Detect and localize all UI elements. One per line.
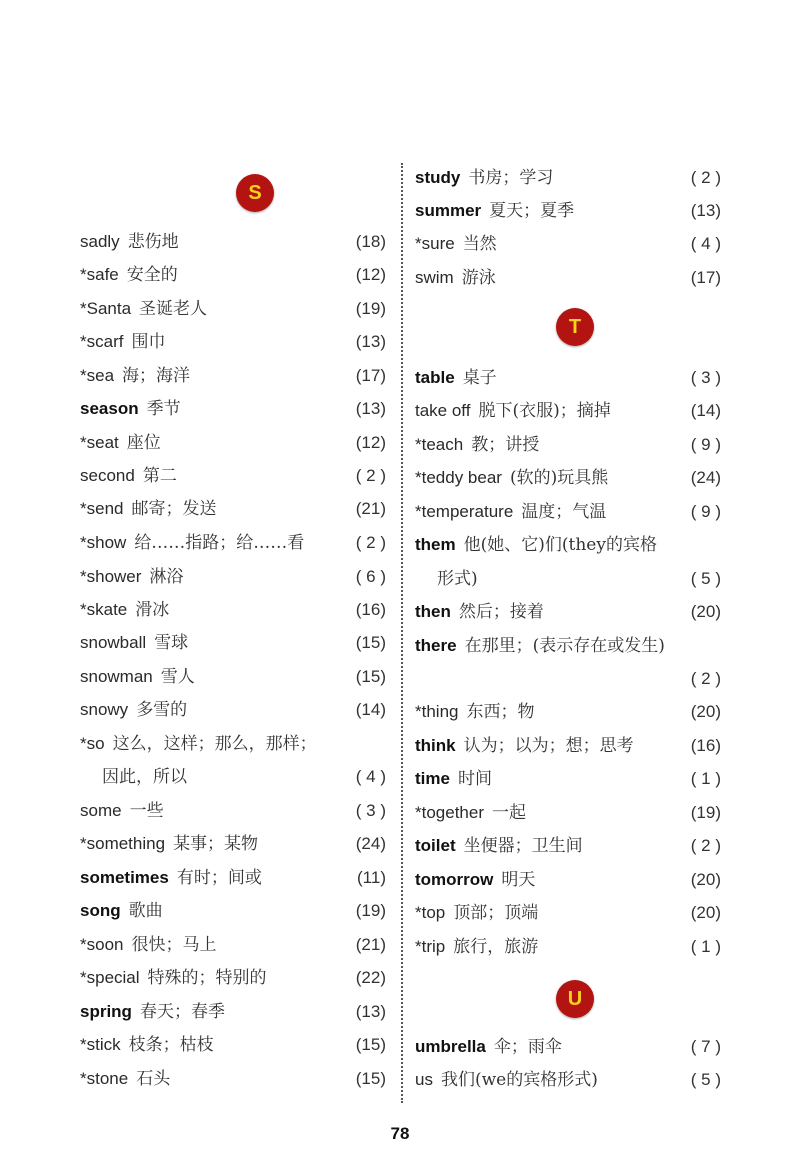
entry-unit: (21) bbox=[355, 499, 386, 518]
entry-word: song bbox=[80, 901, 121, 920]
entry-unit: ( 4 ) bbox=[355, 767, 386, 786]
entry-meaning: 一起 bbox=[492, 803, 526, 823]
left-entry bbox=[80, 394, 386, 424]
entry-word: swim bbox=[415, 268, 454, 287]
entry-word: *shower bbox=[80, 567, 142, 586]
entry-meaning: 滑冰 bbox=[135, 600, 170, 620]
entry-meaning: 温度；气温 bbox=[521, 502, 607, 522]
entry-word: *something bbox=[80, 834, 166, 853]
entry-unit: (24) bbox=[690, 468, 721, 487]
entry-word: season bbox=[80, 399, 139, 418]
entry-meaning: 第二 bbox=[142, 466, 177, 486]
right-entry bbox=[415, 363, 721, 393]
entry-unit: (13) bbox=[355, 399, 386, 418]
entry-meaning: 特殊的；特别的 bbox=[147, 968, 267, 988]
entry-meaning: 教；讲授 bbox=[471, 435, 540, 455]
entry-word: then bbox=[415, 602, 451, 621]
entry-meaning: 春天；春季 bbox=[139, 1002, 225, 1022]
entry-meaning: 歌曲 bbox=[128, 901, 163, 921]
entry-meaning: 邮寄；发送 bbox=[131, 499, 217, 519]
entry-meaning: 枝条；枯枝 bbox=[128, 1035, 214, 1055]
entry-word: *stick bbox=[80, 1035, 121, 1054]
left-entry bbox=[80, 695, 386, 725]
entry-unit: (15) bbox=[355, 667, 386, 686]
entry-meaning: 圣诞老人 bbox=[139, 299, 208, 319]
entry-unit: (12) bbox=[355, 433, 386, 452]
entry-word: summer bbox=[415, 201, 482, 220]
entry-unit: ( 2 ) bbox=[690, 168, 721, 187]
entry-word: snowball bbox=[80, 633, 147, 652]
entry-word: us bbox=[415, 1070, 433, 1089]
left-entry bbox=[80, 1030, 386, 1060]
entry-meaning: 围巾 bbox=[131, 332, 166, 352]
left-entry bbox=[80, 1064, 386, 1094]
left-entry bbox=[80, 562, 386, 592]
entry-meaning: 脱下(衣服)；摘掉 bbox=[478, 401, 611, 421]
right-entry bbox=[415, 932, 721, 962]
entry-word: tomorrow bbox=[415, 870, 494, 889]
right-entry bbox=[415, 430, 721, 460]
entry-word: *temperature bbox=[415, 502, 514, 521]
right-entry bbox=[415, 764, 721, 794]
entry-word: study bbox=[415, 168, 461, 187]
entry-unit: ( 4 ) bbox=[690, 234, 721, 253]
right-entry bbox=[415, 463, 721, 493]
right-entry bbox=[415, 631, 721, 661]
entry-unit: ( 1 ) bbox=[690, 769, 721, 788]
entry-word: *scarf bbox=[80, 332, 124, 351]
entry-meaning: 桌子 bbox=[462, 368, 497, 388]
entry-unit: ( 1 ) bbox=[690, 937, 721, 956]
entry-word: *send bbox=[80, 499, 124, 518]
entry-word: *teddy bear bbox=[415, 468, 502, 487]
entry-meaning: 当然 bbox=[462, 234, 497, 254]
entry-meaning: 海；海洋 bbox=[122, 366, 191, 386]
right-entry bbox=[415, 530, 721, 560]
right-entry bbox=[415, 564, 721, 594]
entry-unit: (19) bbox=[690, 803, 721, 822]
entry-word: some bbox=[80, 801, 122, 820]
entry-meaning: 时间 bbox=[457, 769, 492, 789]
entry-word: *soon bbox=[80, 935, 124, 954]
entry-unit: ( 9 ) bbox=[690, 502, 721, 521]
right-entry bbox=[415, 831, 721, 861]
entry-meaning: 然后；接着 bbox=[458, 602, 544, 622]
right-entry bbox=[415, 697, 721, 727]
entry-word: time bbox=[415, 769, 450, 788]
entry-meaning: 他(她、它)们(they的宾格 bbox=[463, 535, 657, 555]
entry-unit: (19) bbox=[355, 901, 386, 920]
entry-unit: (14) bbox=[355, 700, 386, 719]
entry-word: *seat bbox=[80, 433, 119, 452]
right-entry bbox=[415, 497, 721, 527]
entry-word: *special bbox=[80, 968, 140, 987]
left-entry bbox=[80, 628, 386, 658]
section-badge-s: S bbox=[236, 174, 274, 212]
entry-meaning: 很快；马上 bbox=[131, 935, 217, 955]
entry-word: *together bbox=[415, 803, 484, 822]
entry-word: *skate bbox=[80, 600, 128, 619]
entry-unit: (20) bbox=[690, 702, 721, 721]
right-entry bbox=[415, 1065, 721, 1095]
entry-word: *sea bbox=[80, 366, 115, 385]
entry-word: take off bbox=[415, 401, 471, 420]
left-entry bbox=[80, 662, 386, 692]
entry-word: snowman bbox=[80, 667, 153, 686]
entry-meaning: 悲伤地 bbox=[127, 232, 179, 252]
entry-meaning: 东西；物 bbox=[466, 702, 535, 722]
right-entry bbox=[415, 163, 721, 193]
entry-unit: (24) bbox=[355, 834, 386, 853]
entry-word: snowy bbox=[80, 700, 129, 719]
page-number: 78 bbox=[390, 1124, 410, 1143]
section-badge-u: U bbox=[556, 980, 594, 1018]
entry-word: second bbox=[80, 466, 135, 485]
entry-unit: (15) bbox=[355, 633, 386, 652]
entry-unit: (20) bbox=[690, 870, 721, 889]
left-entry bbox=[80, 997, 386, 1027]
right-entry bbox=[415, 898, 721, 928]
left-entry bbox=[80, 227, 386, 257]
entry-meaning: 因此，所以 bbox=[102, 767, 187, 787]
left-entry bbox=[80, 729, 386, 759]
entry-meaning: 座位 bbox=[126, 433, 161, 453]
entry-unit: (18) bbox=[355, 232, 386, 251]
left-entry bbox=[80, 863, 386, 893]
entry-unit: ( 5 ) bbox=[690, 1070, 721, 1089]
entry-word: think bbox=[415, 736, 456, 755]
entry-word: *so bbox=[80, 734, 105, 753]
entry-word: sometimes bbox=[80, 868, 169, 887]
entry-meaning: 给……指路；给……看 bbox=[134, 533, 305, 553]
entry-unit: (19) bbox=[355, 299, 386, 318]
right-entry bbox=[415, 263, 721, 293]
left-entry bbox=[80, 595, 386, 625]
column-divider bbox=[401, 163, 403, 1103]
entry-word: there bbox=[415, 636, 457, 655]
entry-meaning: 顶部；顶端 bbox=[453, 903, 539, 923]
entry-unit: (15) bbox=[355, 1035, 386, 1054]
right-entry bbox=[415, 731, 721, 761]
right-entry bbox=[415, 229, 721, 259]
entry-unit: ( 9 ) bbox=[690, 435, 721, 454]
right-entry bbox=[415, 196, 721, 226]
entry-word: umbrella bbox=[415, 1037, 486, 1056]
entry-meaning: 多雪的 bbox=[136, 700, 188, 720]
entry-unit: ( 7 ) bbox=[690, 1037, 721, 1056]
right-entry bbox=[415, 597, 721, 627]
entry-unit: ( 6 ) bbox=[355, 567, 386, 586]
entry-unit: (14) bbox=[690, 401, 721, 420]
entry-unit: (13) bbox=[355, 332, 386, 351]
left-entry bbox=[80, 461, 386, 491]
entry-unit: (12) bbox=[355, 265, 386, 284]
entry-word: toilet bbox=[415, 836, 456, 855]
entry-meaning: 某事；某物 bbox=[173, 834, 259, 854]
entry-meaning: 一些 bbox=[129, 801, 164, 821]
entry-meaning: 石头 bbox=[136, 1069, 171, 1089]
entry-unit: ( 2 ) bbox=[690, 669, 721, 688]
entry-meaning: 形式) bbox=[437, 569, 478, 589]
entry-meaning: 我们(we的宾格形式) bbox=[440, 1070, 598, 1090]
entry-unit: (15) bbox=[355, 1069, 386, 1088]
left-entry bbox=[80, 327, 386, 357]
left-entry bbox=[80, 361, 386, 391]
right-entry bbox=[415, 798, 721, 828]
left-entry bbox=[80, 528, 386, 558]
entry-meaning: 游泳 bbox=[461, 268, 496, 288]
left-entry bbox=[80, 260, 386, 290]
entry-meaning: 伞；雨伞 bbox=[493, 1037, 562, 1057]
entry-word: *trip bbox=[415, 937, 446, 956]
entry-meaning: 夏天；夏季 bbox=[489, 201, 575, 221]
right-entry bbox=[415, 396, 721, 426]
left-entry bbox=[80, 829, 386, 859]
entry-unit: (16) bbox=[690, 736, 721, 755]
entry-unit: (20) bbox=[690, 903, 721, 922]
left-entry bbox=[80, 762, 386, 792]
entry-word: *thing bbox=[415, 702, 459, 721]
entry-unit: (11) bbox=[357, 868, 386, 887]
left-entry bbox=[80, 294, 386, 324]
entry-word: *Santa bbox=[80, 299, 132, 318]
entry-meaning: 书房；学习 bbox=[468, 168, 554, 188]
right-entry bbox=[415, 1032, 721, 1062]
entry-unit: ( 2 ) bbox=[355, 533, 386, 552]
entry-word: spring bbox=[80, 1002, 132, 1021]
entry-unit: (13) bbox=[355, 1002, 386, 1021]
entry-meaning: 淋浴 bbox=[149, 567, 184, 587]
entry-meaning: 有时；间或 bbox=[176, 868, 262, 888]
entry-unit: (13) bbox=[690, 201, 721, 220]
entry-word: *sure bbox=[415, 234, 455, 253]
entry-unit: ( 5 ) bbox=[690, 569, 721, 588]
left-entry bbox=[80, 494, 386, 524]
entry-word: *teach bbox=[415, 435, 464, 454]
left-entry bbox=[80, 896, 386, 926]
right-entry bbox=[415, 865, 721, 895]
entry-meaning: 明天 bbox=[501, 870, 536, 890]
entry-unit: (22) bbox=[355, 968, 386, 987]
right-entry bbox=[415, 664, 721, 694]
entry-meaning: (软的)玩具熊 bbox=[509, 468, 609, 488]
entry-meaning: 旅行，旅游 bbox=[453, 937, 539, 957]
entry-unit: ( 2 ) bbox=[355, 466, 386, 485]
entry-word: *safe bbox=[80, 265, 119, 284]
left-entry bbox=[80, 930, 386, 960]
entry-unit: (16) bbox=[355, 600, 386, 619]
entry-unit: ( 3 ) bbox=[355, 801, 386, 820]
entry-word: *show bbox=[80, 533, 127, 552]
entry-word: table bbox=[415, 368, 455, 387]
left-entry bbox=[80, 796, 386, 826]
entry-meaning: 季节 bbox=[146, 399, 181, 419]
entry-word: *stone bbox=[80, 1069, 129, 1088]
entry-word: them bbox=[415, 535, 456, 554]
entry-meaning: 雪球 bbox=[154, 633, 189, 653]
entry-meaning: 在那里；(表示存在或发生) bbox=[464, 636, 665, 656]
entry-meaning: 坐便器；卫生间 bbox=[463, 836, 583, 856]
entry-meaning: 雪人 bbox=[160, 667, 195, 687]
entry-unit: (17) bbox=[690, 268, 721, 287]
entry-unit: ( 3 ) bbox=[690, 368, 721, 387]
entry-unit: (17) bbox=[355, 366, 386, 385]
left-entry bbox=[80, 428, 386, 458]
entry-meaning: 安全的 bbox=[126, 265, 178, 285]
entry-meaning: 认为；以为；想；思考 bbox=[463, 736, 634, 756]
entry-meaning: 这么，这样；那么，那样； bbox=[112, 734, 317, 754]
entry-word: *top bbox=[415, 903, 446, 922]
entry-word: sadly bbox=[80, 232, 120, 251]
section-badge-t: T bbox=[556, 308, 594, 346]
left-entry bbox=[80, 963, 386, 993]
entry-unit: (21) bbox=[355, 935, 386, 954]
entry-unit: ( 2 ) bbox=[690, 836, 721, 855]
entry-unit: (20) bbox=[690, 602, 721, 621]
